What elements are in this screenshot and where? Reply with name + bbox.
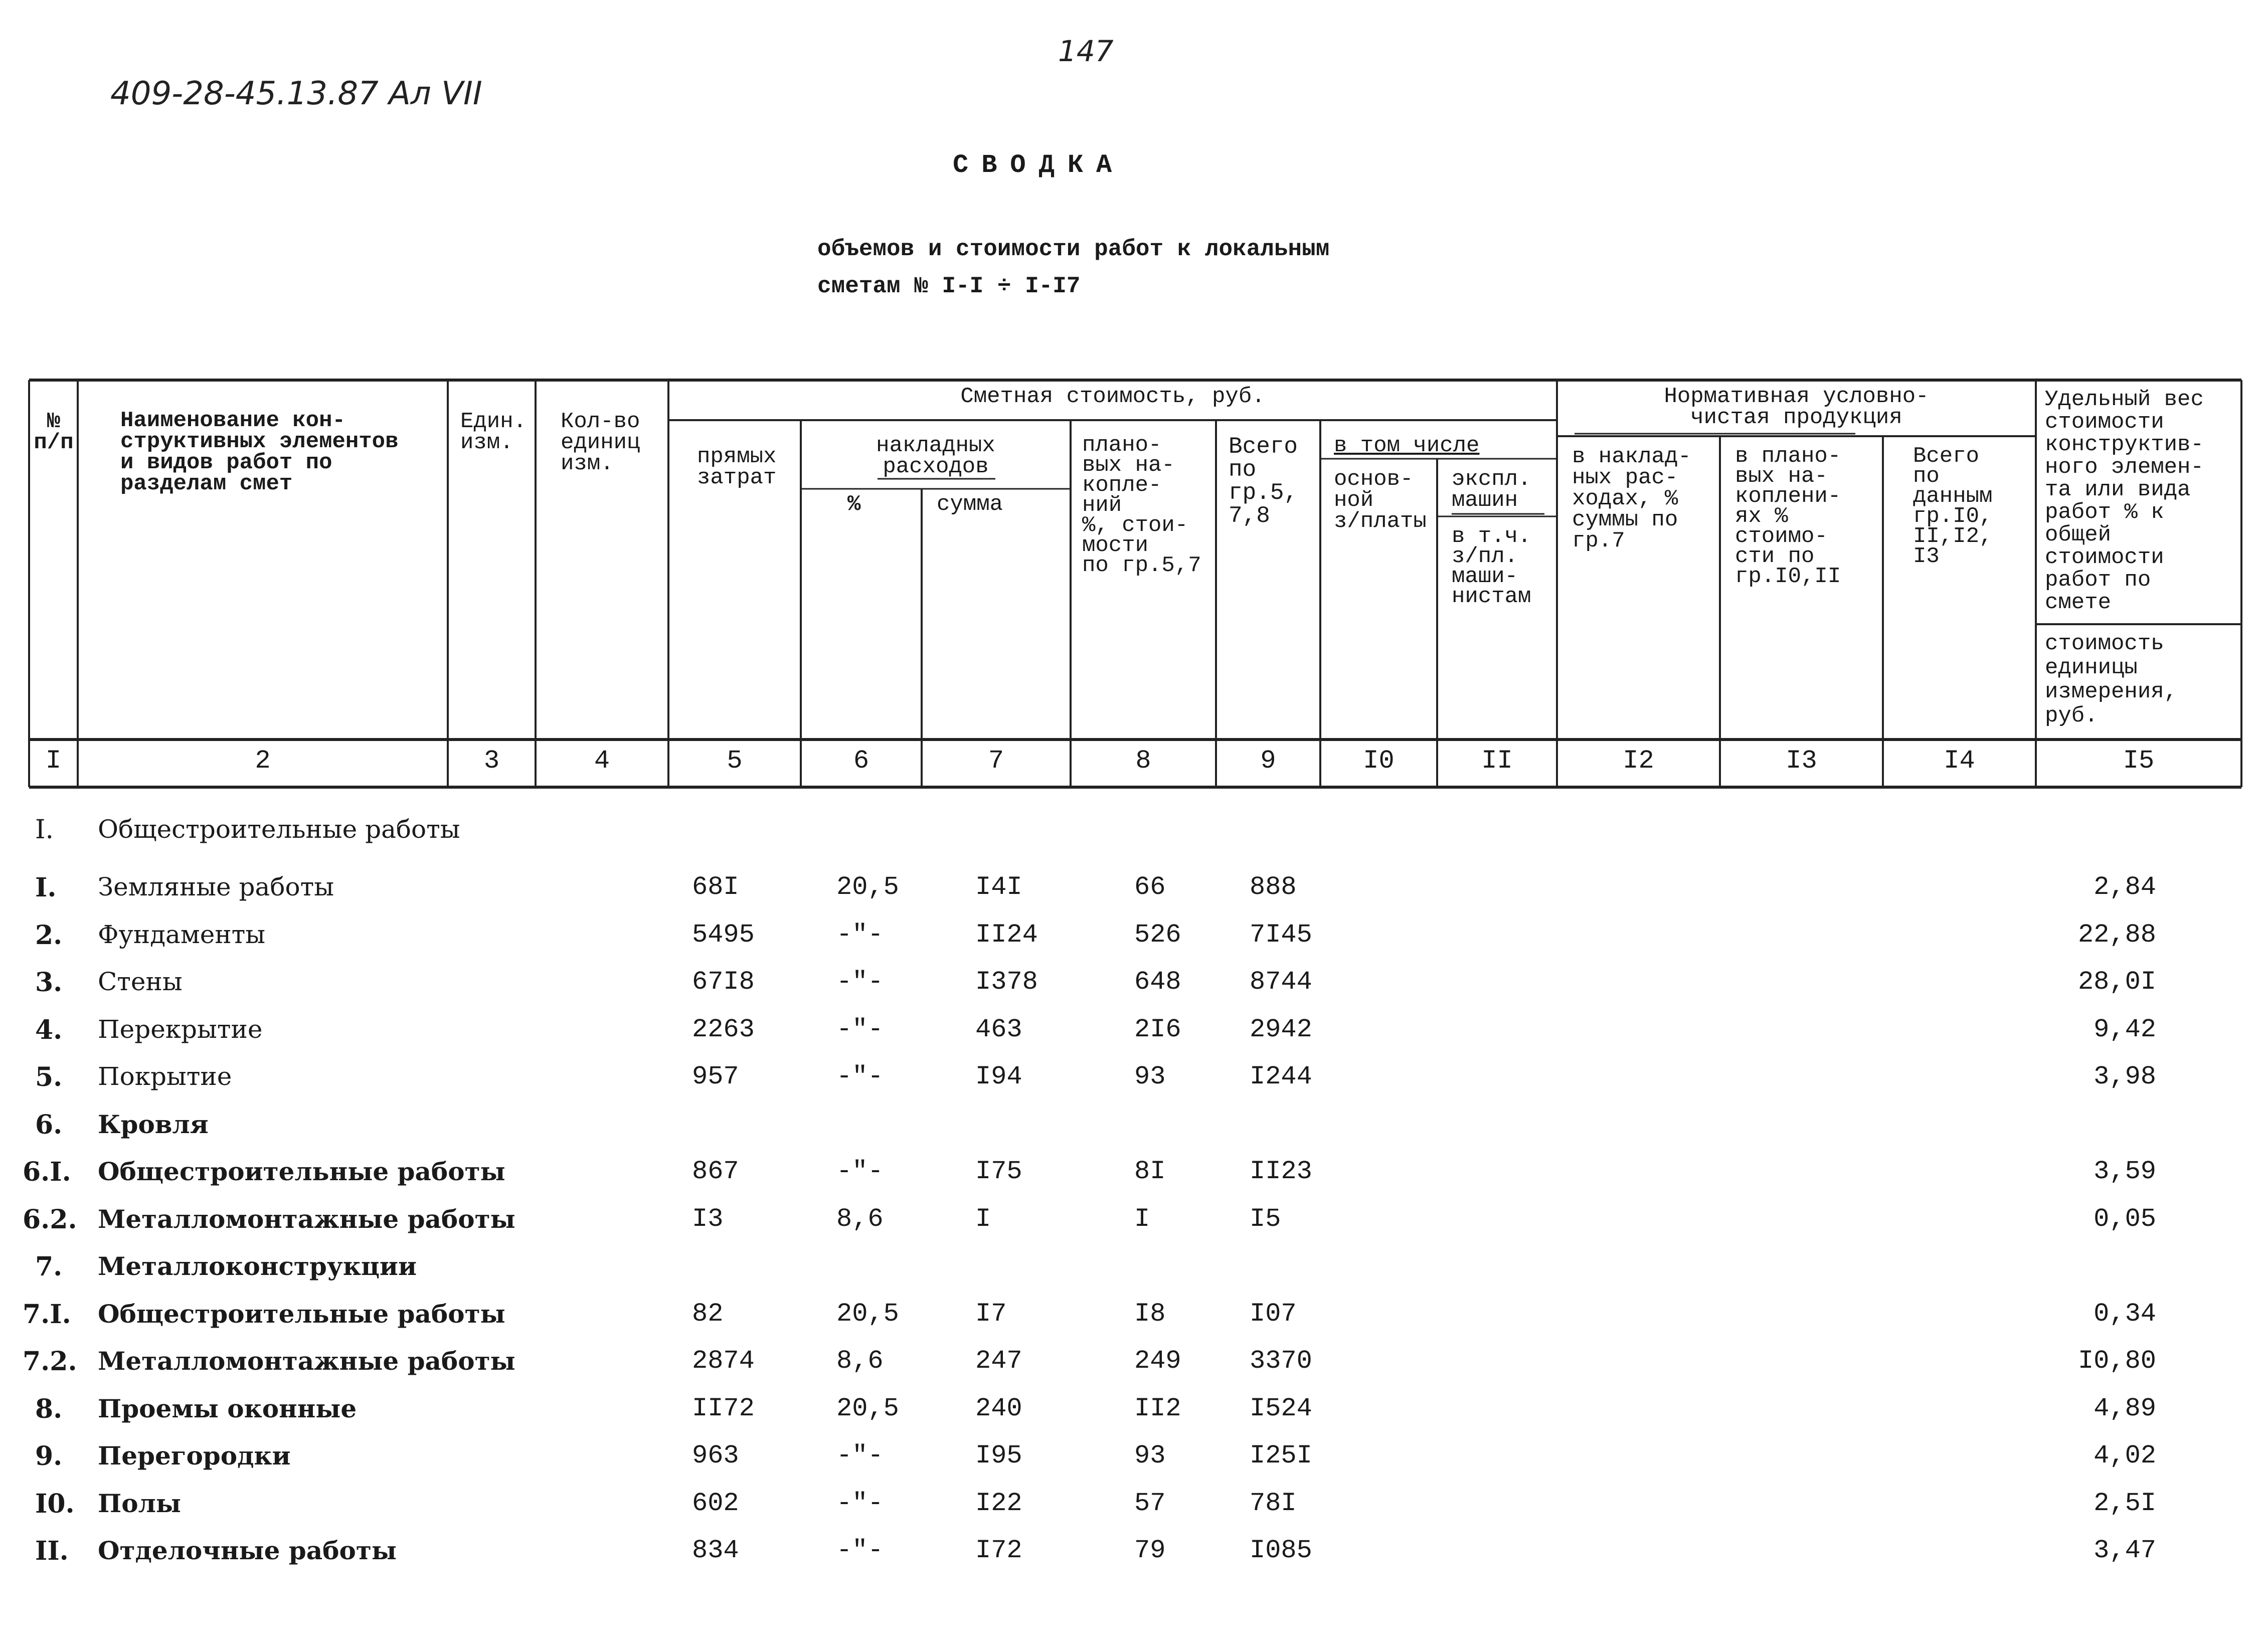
row-number: I. — [35, 872, 57, 903]
row-name: Стены — [98, 967, 183, 996]
row-overhead-sum: 247 — [975, 1346, 1022, 1376]
row-planned-savings: 93 — [1134, 1441, 1166, 1471]
row-name: Кровля — [98, 1110, 209, 1139]
header-overhead-sum: сумма — [937, 492, 1003, 517]
row-direct-costs: 957 — [692, 1062, 739, 1091]
row-direct-costs: 867 — [692, 1157, 739, 1186]
row-name: Фундаменты — [98, 920, 266, 949]
column-number: 6 — [853, 746, 869, 776]
row-number: 7.I. — [23, 1299, 71, 1330]
row-overhead-sum: 240 — [975, 1394, 1022, 1423]
column-number: 7 — [988, 746, 1004, 776]
section-number: I. — [35, 815, 54, 845]
row-number: I0. — [35, 1489, 75, 1519]
row-total: I25I — [1250, 1441, 1312, 1471]
row-share: 4,89 — [2094, 1394, 2156, 1423]
row-overhead-sum: I378 — [975, 967, 1038, 997]
row-direct-costs: I3 — [692, 1204, 724, 1234]
header-estimated-cost: Сметная стоимость, руб. — [960, 384, 1265, 409]
row-total: 78I — [1250, 1489, 1297, 1518]
row-share: I0,80 — [2077, 1346, 2156, 1376]
row-planned-savings: 2I6 — [1134, 1015, 1181, 1044]
header-number: № п/п — [34, 409, 74, 455]
row-direct-costs: 602 — [692, 1489, 739, 1518]
row-overhead-sum: I4I — [975, 872, 1022, 902]
row-name: Общестроительные работы — [98, 1299, 505, 1329]
column-number: 2 — [255, 746, 271, 776]
row-overhead-percent: -"- — [836, 1489, 884, 1518]
header-machinist-salary: в т.ч. з/пл. маши- нистам — [1452, 524, 1531, 609]
header-planned-savings: плано- вых на- копле- ний %, стои- мости по гр.5,7 — [1082, 433, 1201, 578]
row-number: 5. — [35, 1062, 63, 1092]
row-overhead-percent: -"- — [836, 920, 884, 950]
row-share: 0,05 — [2094, 1204, 2156, 1234]
row-overhead-sum: I94 — [975, 1062, 1022, 1091]
row-overhead-sum: I72 — [975, 1536, 1022, 1565]
column-number: 3 — [483, 746, 500, 776]
row-share: 4,02 — [2094, 1441, 2156, 1471]
header-normative-product: Нормативная условно- чистая продукция — [1664, 384, 1929, 430]
row-number: 4. — [35, 1015, 63, 1045]
header-share-of-cost: Удельный вес стоимости конструктив- ного элемен- та или вида работ % к общей стоимости работ по смете — [2045, 387, 2204, 615]
row-overhead-percent: -"- — [836, 967, 884, 997]
row-overhead-percent: 20,5 — [836, 1394, 899, 1423]
row-name: Перегородки — [98, 1441, 291, 1471]
header-in-planned-savings: в плано- вых на- коплени- ях % стоимо- сти по гр.I0,II — [1735, 444, 1841, 589]
row-overhead-percent: 20,5 — [836, 1299, 899, 1329]
header-in-overhead: в наклад- ных рас- ходах, % суммы по гр.7 — [1572, 444, 1691, 554]
header-normative-total: Всего по данным гр.I0, II,I2, I3 — [1913, 444, 1993, 569]
column-number: I — [45, 746, 62, 776]
row-number: 2. — [35, 920, 63, 951]
row-planned-savings: 66 — [1134, 872, 1166, 902]
row-direct-costs: 5495 — [692, 920, 755, 950]
row-share: 2,84 — [2094, 872, 2156, 902]
row-overhead-sum: I95 — [975, 1441, 1022, 1471]
subtitle-line-2: сметам № I-I ÷ I-I7 — [817, 273, 1081, 299]
header-machines: экспл. машин — [1452, 467, 1531, 513]
row-name: Металлоконструкции — [98, 1251, 417, 1281]
row-number: 7.2. — [23, 1346, 77, 1377]
column-number: I0 — [1363, 746, 1395, 776]
page-number: 147 — [1058, 34, 1114, 68]
row-total: I085 — [1250, 1536, 1312, 1565]
header-quantity: Кол-во единиц изм. — [561, 409, 640, 476]
row-direct-costs: 2263 — [692, 1015, 755, 1044]
header-unit: Един. изм. — [460, 409, 527, 455]
row-overhead-percent: 8,6 — [836, 1346, 884, 1376]
row-overhead-sum: I — [975, 1204, 991, 1234]
column-number: I5 — [2123, 746, 2155, 776]
row-direct-costs: II72 — [692, 1394, 755, 1423]
row-total: I5 — [1250, 1204, 1281, 1234]
row-share: 22,88 — [2077, 920, 2156, 950]
row-number: 7. — [35, 1251, 63, 1282]
row-direct-costs: 68I — [692, 872, 739, 902]
row-planned-savings: 249 — [1134, 1346, 1181, 1376]
row-total: 2942 — [1250, 1015, 1312, 1044]
header-overhead-percent: % — [847, 492, 861, 517]
header-direct-costs: прямых затрат — [697, 444, 777, 490]
row-name: Полы — [98, 1489, 181, 1518]
row-planned-savings: 79 — [1134, 1536, 1166, 1565]
row-number: II. — [35, 1536, 69, 1566]
row-number: 3. — [35, 967, 63, 998]
column-number: 8 — [1135, 746, 1151, 776]
row-overhead-percent: -"- — [836, 1015, 884, 1044]
header-base-salary: основ- ной з/платы — [1334, 467, 1427, 534]
header-overhead: накладных расходов — [876, 433, 995, 479]
row-overhead-sum: I22 — [975, 1489, 1022, 1518]
subtitle-line-1: объемов и стоимости работ к локальным — [817, 236, 1330, 262]
column-number: 5 — [727, 746, 743, 776]
row-total: I244 — [1250, 1062, 1312, 1091]
row-overhead-sum: I7 — [975, 1299, 1007, 1329]
section-name: Общестроительные работы — [98, 815, 460, 844]
row-direct-costs: 82 — [692, 1299, 724, 1329]
row-direct-costs: 67I8 — [692, 967, 755, 997]
row-overhead-percent: -"- — [836, 1536, 884, 1565]
row-share: 28,0I — [2077, 967, 2156, 997]
row-overhead-percent: 20,5 — [836, 872, 899, 902]
row-total: 888 — [1250, 872, 1297, 902]
row-overhead-sum: I75 — [975, 1157, 1022, 1186]
column-number: I3 — [1786, 746, 1817, 776]
header-name: Наименование кон- структивных элементов и видов работ по разделам смет — [120, 408, 399, 496]
row-overhead-percent: 8,6 — [836, 1204, 884, 1234]
document-code: 409-28-45.13.87 Ал VII — [110, 75, 482, 112]
row-overhead-percent: -"- — [836, 1062, 884, 1091]
column-number: I2 — [1623, 746, 1654, 776]
row-total: I524 — [1250, 1394, 1312, 1423]
column-number: 4 — [594, 746, 610, 776]
row-share: 3,59 — [2094, 1157, 2156, 1186]
row-total: I07 — [1250, 1299, 1297, 1329]
row-share: 2,5I — [2094, 1489, 2156, 1518]
row-number: 9. — [35, 1441, 63, 1472]
row-share: 0,34 — [2094, 1299, 2156, 1329]
row-total: 7I45 — [1250, 920, 1312, 950]
row-direct-costs: 2874 — [692, 1346, 755, 1376]
row-name: Металломонтажные работы — [98, 1346, 515, 1376]
row-planned-savings: II2 — [1134, 1394, 1181, 1423]
row-share: 3,98 — [2094, 1062, 2156, 1091]
row-name: Проемы оконные — [98, 1394, 357, 1423]
header-total: Всего по гр.5, 7,8 — [1229, 434, 1298, 529]
row-total: 3370 — [1250, 1346, 1312, 1376]
row-planned-savings: 8I — [1134, 1157, 1166, 1186]
column-number: 9 — [1260, 746, 1276, 776]
row-overhead-sum: II24 — [975, 920, 1038, 950]
row-share: 3,47 — [2094, 1536, 2156, 1565]
row-name: Покрытие — [98, 1062, 232, 1091]
column-number: I4 — [1944, 746, 1975, 776]
row-name: Перекрытие — [98, 1015, 263, 1044]
row-number: 6.2. — [23, 1204, 77, 1235]
header-including: в том числе — [1334, 433, 1480, 458]
row-name: Отделочные работы — [98, 1536, 397, 1565]
header-unit-cost: стоимость единицы измерения, руб. — [2045, 631, 2178, 728]
row-planned-savings: 57 — [1134, 1489, 1166, 1518]
row-direct-costs: 834 — [692, 1536, 739, 1565]
row-total: 8744 — [1250, 967, 1312, 997]
row-number: 6. — [35, 1110, 63, 1140]
row-overhead-sum: 463 — [975, 1015, 1022, 1044]
row-overhead-percent: -"- — [836, 1441, 884, 1471]
row-planned-savings: 648 — [1134, 967, 1181, 997]
row-planned-savings: 526 — [1134, 920, 1181, 950]
row-name: Металломонтажные работы — [98, 1204, 515, 1234]
row-number: 6.I. — [23, 1157, 71, 1187]
row-total: II23 — [1250, 1157, 1312, 1186]
row-planned-savings: 93 — [1134, 1062, 1166, 1091]
row-planned-savings: I8 — [1134, 1299, 1166, 1329]
row-direct-costs: 963 — [692, 1441, 739, 1471]
row-planned-savings: I — [1134, 1204, 1150, 1234]
document-title: СВОДКА — [953, 150, 1125, 180]
row-share: 9,42 — [2094, 1015, 2156, 1044]
row-number: 8. — [35, 1394, 63, 1424]
row-overhead-percent: -"- — [836, 1157, 884, 1186]
row-name: Общестроительные работы — [98, 1157, 505, 1186]
row-name: Земляные работы — [98, 872, 334, 901]
column-number: II — [1481, 746, 1513, 776]
